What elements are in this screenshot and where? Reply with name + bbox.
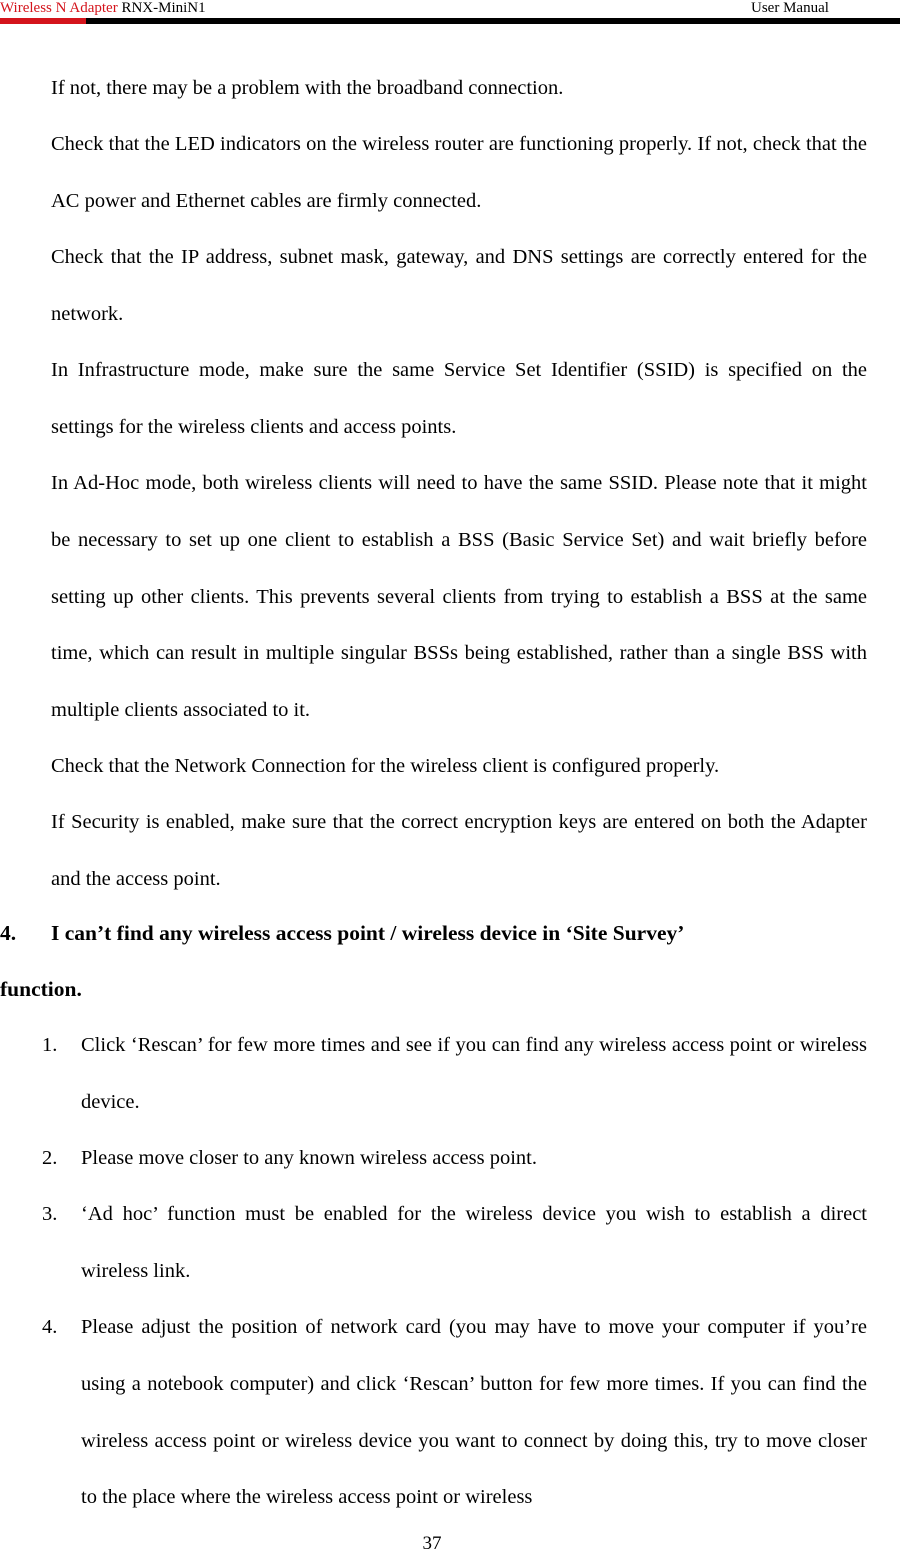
header-rule-black xyxy=(86,18,900,24)
list-item-number: 2. xyxy=(42,1147,58,1169)
header-manual-label: User Manual xyxy=(751,0,829,16)
list-item-number: 4. xyxy=(42,1316,58,1338)
list-item xyxy=(42,1017,867,1131)
header-model: RNX-MiniN1 xyxy=(121,0,206,16)
list-item xyxy=(42,1299,867,1526)
header-brand: Wireless N Adapter xyxy=(0,0,118,16)
list-item-number: 3. xyxy=(42,1203,58,1225)
header-product-title xyxy=(0,0,206,17)
page-number: 37 xyxy=(422,1533,442,1554)
paragraph-broadband: If not, there may be a problem with the broadband connection. xyxy=(51,77,564,99)
list-item-text: Please move closer to any known wireless access point. xyxy=(81,1147,538,1169)
section-number: 4. xyxy=(0,921,17,945)
paragraph-security: If Security is enabled, make sure that the correct encryption keys are entered on both the Adapter and the access point. xyxy=(51,811,867,890)
list-item xyxy=(42,1130,867,1187)
list-item-text: ‘Ad hoc’ function must be enabled for the wireless device you wish to establish a direct wireless link. xyxy=(81,1203,867,1282)
section-heading-continued xyxy=(0,961,867,1018)
section-title-line2: function. xyxy=(0,977,82,1001)
list-item-text: Please adjust the position of network card (you may have to move your computer if you’re using a notebook computer) and click ‘Rescan’ button for few more times. If you can find the wireless access point or wireless device you want to connect by doing this, try to move closer to the place where the wireless access point or wireless xyxy=(81,1316,867,1509)
paragraph-ip-check: Check that the IP address, subnet mask, gateway, and DNS settings are correctly entered for the network. xyxy=(51,246,867,325)
paragraph-led-check: Check that the LED indicators on the wireless router are functioning properly. If not, check that the AC power and Ethernet cables are firmly connected. xyxy=(51,133,867,212)
list-item-number: 1. xyxy=(42,1034,58,1056)
section-heading xyxy=(0,905,867,962)
paragraph-network-connection: Check that the Network Connection for the wireless client is configured properly. xyxy=(51,755,720,777)
list-item xyxy=(42,1186,867,1300)
page-header xyxy=(0,0,900,26)
paragraph-adhoc: In Ad-Hoc mode, both wireless clients will need to have the same SSID. Please note that it might be necessary to set up one client to establish a BSS (Basic Service Set) and wait briefly before setting up other clients. This prevents several clients from trying to establish a BSS at the same time, which can result in multiple singular BSSs being established, rather than a single BSS with multiple clients associated to it. xyxy=(51,472,867,722)
header-rule-red xyxy=(0,18,86,24)
section-title-line1: I can’t find any wireless access point / wireless device in ‘Site Survey’ xyxy=(51,921,685,945)
list-item-text: Click ‘Rescan’ for few more times and see if you can find any wireless access point or wireless device. xyxy=(81,1034,867,1113)
paragraph-infrastructure: In Infrastructure mode, make sure the same Service Set Identifier (SSID) is specified on the settings for the wireless clients and access points. xyxy=(51,359,867,438)
